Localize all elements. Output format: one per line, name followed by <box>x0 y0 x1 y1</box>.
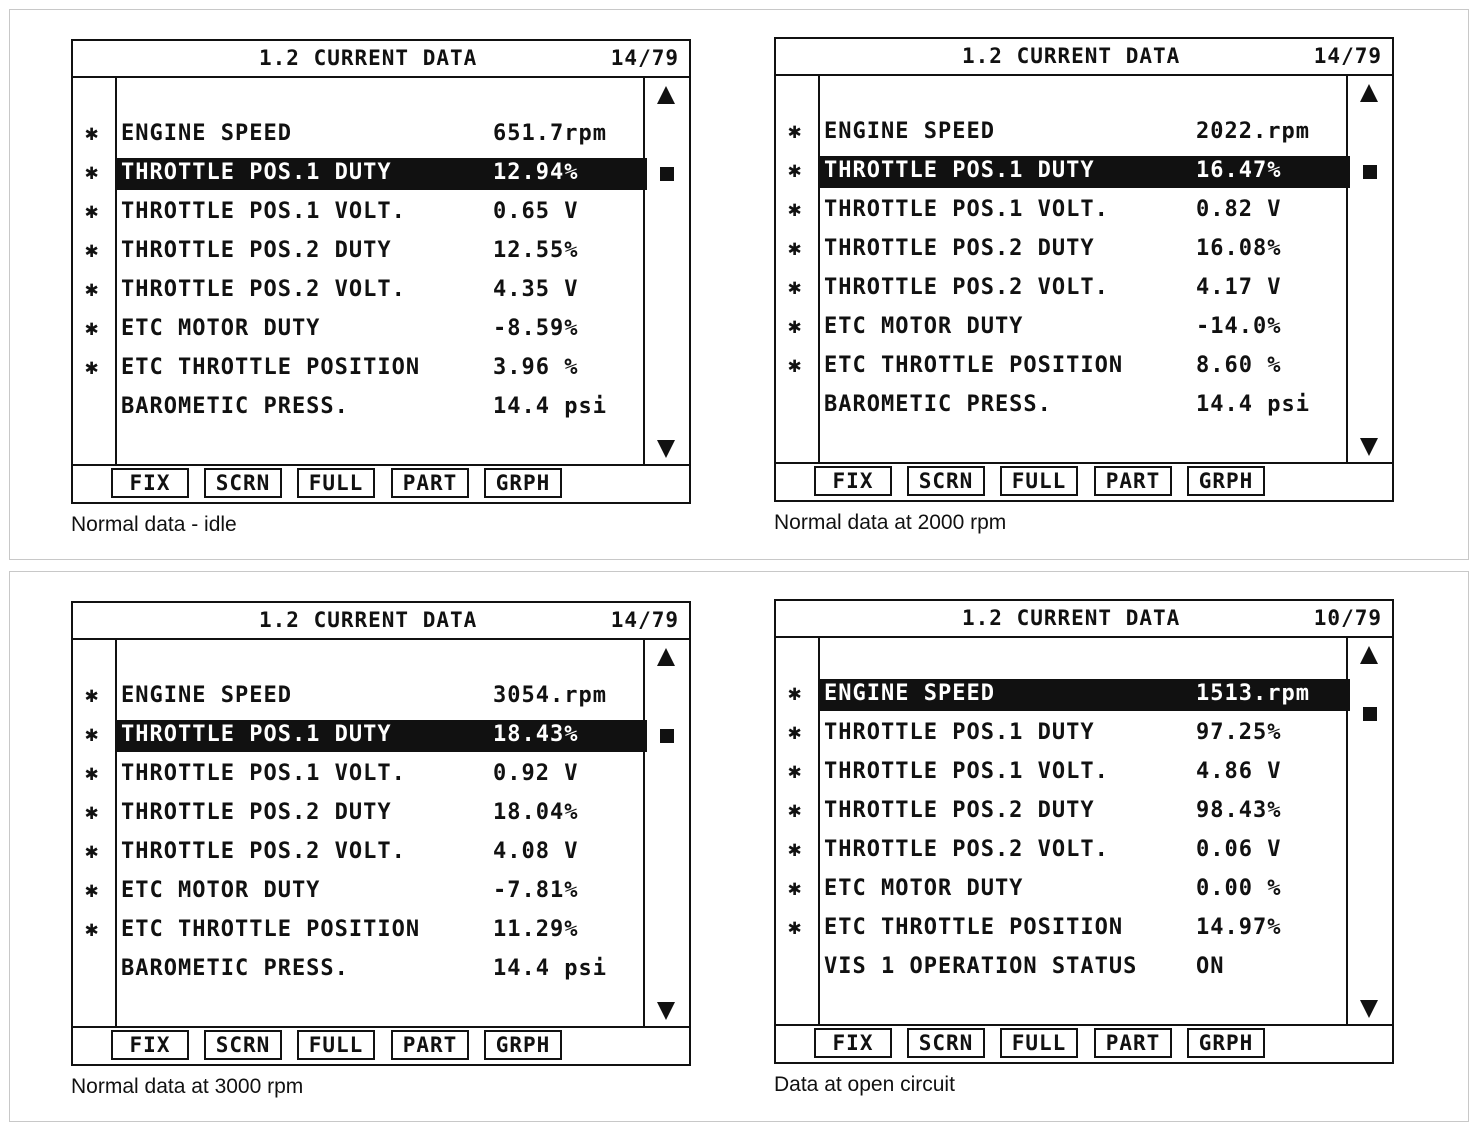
parameter-value: 12.55% <box>493 238 579 263</box>
scan-tool-screen <box>71 39 691 504</box>
scrollbar[interactable] <box>643 78 689 464</box>
data-row[interactable] <box>776 796 1352 828</box>
figure-caption: Normal data at 3000 rpm <box>71 1075 304 1098</box>
parameter-label: ENGINE SPEED <box>824 119 995 144</box>
parameter-label: ETC THROTTLE POSITION <box>121 355 421 380</box>
parameter-value: 3054.rpm <box>493 683 607 708</box>
scroll-down-arrow-icon[interactable] <box>657 440 675 458</box>
parameter-label: THROTTLE POS.2 VOLT. <box>824 837 1109 862</box>
scan-tool-screen <box>71 601 691 1066</box>
parameter-label: VIS 1 OPERATION STATUS <box>824 954 1138 979</box>
parameter-label: ETC MOTOR DUTY <box>121 316 321 341</box>
parameter-label: THROTTLE POS.1 DUTY <box>121 160 392 185</box>
parameter-value: 14.4 psi <box>493 956 607 981</box>
fixed-item-mark-icon: ✱ <box>788 681 803 706</box>
parameter-value: 98.43% <box>1196 798 1282 823</box>
fkey-part-button[interactable]: PART <box>391 1030 469 1060</box>
fixed-item-mark-icon: ✱ <box>85 238 100 263</box>
scan-tool-panel <box>774 599 1394 1096</box>
parameter-label: THROTTLE POS.2 DUTY <box>121 800 392 825</box>
fkey-fix-button[interactable]: FIX <box>111 1030 189 1060</box>
data-row[interactable] <box>73 759 649 791</box>
data-row[interactable] <box>776 195 1352 227</box>
fixed-item-mark-icon: ✱ <box>85 121 100 146</box>
parameter-value: 12.94% <box>493 160 579 185</box>
parameter-value: -14.0% <box>1196 314 1282 339</box>
parameter-label: BAROMETIC PRESS. <box>824 392 1052 417</box>
parameter-value: -8.59% <box>493 316 579 341</box>
fixed-item-mark-icon: ✱ <box>85 199 100 224</box>
parameter-value: 18.43% <box>493 722 579 747</box>
fkey-scrn-button[interactable]: SCRN <box>204 468 282 498</box>
scan-tool-panel <box>71 39 691 536</box>
data-row[interactable] <box>73 236 649 268</box>
data-row[interactable] <box>776 117 1352 149</box>
fkey-full-button[interactable]: FULL <box>1000 1028 1078 1058</box>
item-counter: 10/79 <box>1313 606 1382 630</box>
fixed-item-mark-icon: ✱ <box>788 236 803 261</box>
data-row[interactable] <box>73 158 649 190</box>
screen-header <box>776 39 1392 76</box>
figure-caption: Normal data at 2000 rpm <box>774 511 1007 534</box>
parameter-value: ON <box>1196 954 1225 979</box>
figure-caption: Data at open circuit <box>774 1073 955 1096</box>
scroll-up-arrow-icon[interactable] <box>1360 84 1378 102</box>
parameter-value: 16.08% <box>1196 236 1282 261</box>
screen-title: 1.2 CURRENT DATA <box>962 606 1181 630</box>
data-row[interactable] <box>73 837 649 869</box>
parameter-value: 8.60 % <box>1196 353 1282 378</box>
parameter-label: THROTTLE POS.1 VOLT. <box>121 761 406 786</box>
scan-tool-panel <box>71 601 691 1098</box>
parameter-label: THROTTLE POS.1 DUTY <box>824 720 1095 745</box>
item-counter: 14/79 <box>610 608 679 632</box>
data-row[interactable] <box>73 681 649 713</box>
data-row[interactable] <box>73 876 649 908</box>
scroll-thumb[interactable] <box>1363 165 1377 179</box>
parameter-label: THROTTLE POS.2 DUTY <box>121 238 392 263</box>
data-row[interactable] <box>73 720 649 752</box>
parameter-label: ENGINE SPEED <box>121 683 292 708</box>
fixed-item-mark-icon: ✱ <box>788 275 803 300</box>
parameter-value: 18.04% <box>493 800 579 825</box>
screen-title: 1.2 CURRENT DATA <box>962 44 1181 68</box>
parameter-label: THROTTLE POS.1 VOLT. <box>824 197 1109 222</box>
function-key-bar <box>73 464 689 502</box>
parameter-label: BAROMETIC PRESS. <box>121 394 349 419</box>
parameter-label: THROTTLE POS.1 DUTY <box>824 158 1095 183</box>
parameter-label: THROTTLE POS.2 VOLT. <box>121 277 406 302</box>
fixed-item-mark-icon: ✱ <box>788 353 803 378</box>
fixed-item-mark-icon: ✱ <box>788 876 803 901</box>
fixed-item-mark-icon: ✱ <box>788 720 803 745</box>
parameter-label: THROTTLE POS.1 DUTY <box>121 722 392 747</box>
parameter-label: THROTTLE POS.2 DUTY <box>824 236 1095 261</box>
scrollbar[interactable] <box>1346 638 1392 1024</box>
parameter-value: 4.08 V <box>493 839 579 864</box>
scroll-up-arrow-icon[interactable] <box>657 86 675 104</box>
parameter-value: 14.4 psi <box>1196 392 1310 417</box>
screen-header <box>73 603 689 640</box>
parameter-label: THROTTLE POS.1 VOLT. <box>824 759 1109 784</box>
fixed-item-mark-icon: ✱ <box>788 197 803 222</box>
scroll-up-arrow-icon[interactable] <box>657 648 675 666</box>
fixed-item-mark-icon: ✱ <box>85 160 100 185</box>
parameter-label: THROTTLE POS.2 VOLT. <box>121 839 406 864</box>
parameter-value: 2022.rpm <box>1196 119 1310 144</box>
parameter-label: ETC THROTTLE POSITION <box>824 353 1124 378</box>
fkey-fix-button[interactable]: FIX <box>814 466 892 496</box>
parameter-value: 3.96 % <box>493 355 579 380</box>
fixed-item-mark-icon: ✱ <box>788 759 803 784</box>
parameter-label: THROTTLE POS.2 VOLT. <box>824 275 1109 300</box>
data-row[interactable] <box>776 679 1352 711</box>
fixed-item-mark-icon: ✱ <box>85 722 100 747</box>
data-row[interactable] <box>73 954 649 986</box>
scrollbar[interactable] <box>1346 76 1392 462</box>
fixed-item-mark-icon: ✱ <box>85 800 100 825</box>
fkey-part-button[interactable]: PART <box>1094 1028 1172 1058</box>
scroll-down-arrow-icon[interactable] <box>657 1002 675 1020</box>
scroll-down-arrow-icon[interactable] <box>1360 438 1378 456</box>
scan-tool-screen <box>774 599 1394 1064</box>
fkey-full-button[interactable]: FULL <box>1000 466 1078 496</box>
parameter-label: ETC MOTOR DUTY <box>824 876 1024 901</box>
function-key-bar <box>776 462 1392 500</box>
scroll-up-arrow-icon[interactable] <box>1360 646 1378 664</box>
scroll-thumb[interactable] <box>660 167 674 181</box>
data-row[interactable] <box>776 351 1352 383</box>
screen-header <box>73 41 689 78</box>
parameter-label: ENGINE SPEED <box>824 681 995 706</box>
data-row[interactable] <box>776 835 1352 867</box>
data-row[interactable] <box>776 913 1352 945</box>
data-row[interactable] <box>73 119 649 151</box>
parameter-value: 14.4 psi <box>493 394 607 419</box>
parameter-value: -7.81% <box>493 878 579 903</box>
item-counter: 14/79 <box>1313 44 1382 68</box>
parameter-label: ETC THROTTLE POSITION <box>121 917 421 942</box>
fkey-full-button[interactable]: FULL <box>297 468 375 498</box>
scrollbar[interactable] <box>643 640 689 1026</box>
screen-title: 1.2 CURRENT DATA <box>259 608 478 632</box>
fixed-item-mark-icon: ✱ <box>85 683 100 708</box>
parameter-value: 11.29% <box>493 917 579 942</box>
parameter-value: 4.35 V <box>493 277 579 302</box>
parameter-value: 0.65 V <box>493 199 579 224</box>
fixed-item-mark-icon: ✱ <box>85 316 100 341</box>
fixed-item-mark-icon: ✱ <box>85 839 100 864</box>
fixed-item-mark-icon: ✱ <box>788 837 803 862</box>
fkey-grph-button[interactable]: GRPH <box>484 1030 562 1060</box>
fkey-grph-button[interactable]: GRPH <box>1187 1028 1265 1058</box>
data-row[interactable] <box>776 156 1352 188</box>
data-row[interactable] <box>776 273 1352 305</box>
data-row[interactable] <box>776 874 1352 906</box>
data-row[interactable] <box>73 915 649 947</box>
parameter-value: 0.00 % <box>1196 876 1282 901</box>
parameter-label: ENGINE SPEED <box>121 121 292 146</box>
parameter-value: 651.7rpm <box>493 121 607 146</box>
fkey-scrn-button[interactable]: SCRN <box>907 466 985 496</box>
data-row[interactable] <box>776 952 1352 984</box>
figure-caption: Normal data - idle <box>71 513 237 536</box>
fkey-part-button[interactable]: PART <box>1094 466 1172 496</box>
fkey-grph-button[interactable]: GRPH <box>1187 466 1265 496</box>
data-row[interactable] <box>776 234 1352 266</box>
fixed-item-mark-icon: ✱ <box>788 798 803 823</box>
fixed-item-mark-icon: ✱ <box>788 158 803 183</box>
screen-title: 1.2 CURRENT DATA <box>259 46 478 70</box>
fkey-scrn-button[interactable]: SCRN <box>907 1028 985 1058</box>
parameter-value: 4.86 V <box>1196 759 1282 784</box>
fixed-item-mark-icon: ✱ <box>788 119 803 144</box>
data-row[interactable] <box>73 314 649 346</box>
data-row[interactable] <box>73 353 649 385</box>
fixed-item-mark-icon: ✱ <box>788 314 803 339</box>
fixed-item-mark-icon: ✱ <box>85 355 100 380</box>
scroll-down-arrow-icon[interactable] <box>1360 1000 1378 1018</box>
item-counter: 14/79 <box>610 46 679 70</box>
fixed-item-mark-icon: ✱ <box>85 277 100 302</box>
parameter-label: BAROMETIC PRESS. <box>121 956 349 981</box>
scan-tool-panel <box>774 37 1394 534</box>
screen-header <box>776 601 1392 638</box>
data-row[interactable] <box>776 312 1352 344</box>
parameter-label: THROTTLE POS.1 VOLT. <box>121 199 406 224</box>
parameter-value: 97.25% <box>1196 720 1282 745</box>
data-row[interactable] <box>776 718 1352 750</box>
parameter-label: THROTTLE POS.2 DUTY <box>824 798 1095 823</box>
scroll-thumb[interactable] <box>660 729 674 743</box>
parameter-label: ETC THROTTLE POSITION <box>824 915 1124 940</box>
fkey-scrn-button[interactable]: SCRN <box>204 1030 282 1060</box>
parameter-value: 1513.rpm <box>1196 681 1310 706</box>
function-key-bar <box>776 1024 1392 1062</box>
data-row[interactable] <box>73 197 649 229</box>
parameter-value: 0.06 V <box>1196 837 1282 862</box>
parameter-value: 14.97% <box>1196 915 1282 940</box>
scan-tool-screen <box>774 37 1394 502</box>
data-row[interactable] <box>73 798 649 830</box>
fkey-fix-button[interactable]: FIX <box>111 468 189 498</box>
fkey-full-button[interactable]: FULL <box>297 1030 375 1060</box>
data-row[interactable] <box>73 275 649 307</box>
fixed-item-mark-icon: ✱ <box>85 761 100 786</box>
function-key-bar <box>73 1026 689 1064</box>
fixed-item-mark-icon: ✱ <box>788 915 803 940</box>
parameter-label: ETC MOTOR DUTY <box>824 314 1024 339</box>
data-row[interactable] <box>73 392 649 424</box>
parameter-value: 0.92 V <box>493 761 579 786</box>
fkey-part-button[interactable]: PART <box>391 468 469 498</box>
parameter-value: 16.47% <box>1196 158 1282 183</box>
parameter-value: 0.82 V <box>1196 197 1282 222</box>
fkey-grph-button[interactable]: GRPH <box>484 468 562 498</box>
fkey-fix-button[interactable]: FIX <box>814 1028 892 1058</box>
parameter-label: ETC MOTOR DUTY <box>121 878 321 903</box>
parameter-value: 4.17 V <box>1196 275 1282 300</box>
fixed-item-mark-icon: ✱ <box>85 878 100 903</box>
data-row[interactable] <box>776 757 1352 789</box>
data-row[interactable] <box>776 390 1352 422</box>
scroll-thumb[interactable] <box>1363 707 1377 721</box>
fixed-item-mark-icon: ✱ <box>85 917 100 942</box>
